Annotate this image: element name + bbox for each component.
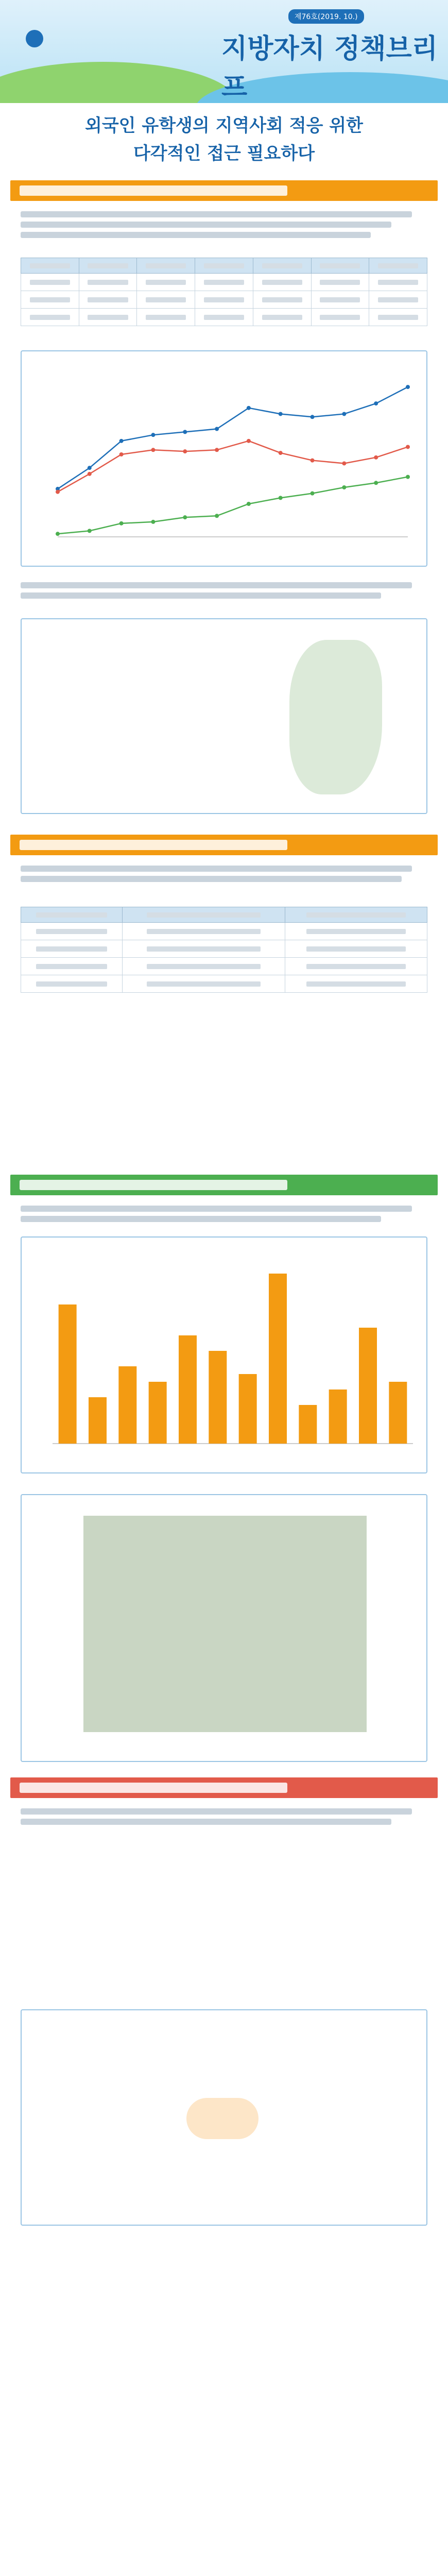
table-header-cell <box>79 258 137 274</box>
text-block <box>21 1216 381 1222</box>
section-header-2 <box>10 835 438 855</box>
bar <box>269 1274 287 1444</box>
data-point <box>88 466 92 470</box>
table-row <box>21 291 427 309</box>
statistics-table <box>21 258 427 326</box>
table-header-cell <box>123 907 285 923</box>
table-header-cell <box>21 258 79 274</box>
data-point <box>88 529 92 533</box>
text-block <box>21 876 402 882</box>
data-point <box>151 433 155 437</box>
korea-map <box>289 640 382 794</box>
table-header-row <box>21 907 427 923</box>
data-point <box>183 515 187 519</box>
data-point <box>406 445 410 449</box>
data-point <box>119 452 124 456</box>
table-header-cell <box>369 258 427 274</box>
data-point <box>183 430 187 434</box>
data-point <box>406 385 410 389</box>
data-point <box>183 449 187 453</box>
bar-chart <box>22 1238 426 1472</box>
data-point <box>151 448 155 452</box>
data-point <box>247 439 251 443</box>
table-row <box>21 958 427 975</box>
data-point <box>119 521 124 526</box>
header-hill-left <box>0 62 237 103</box>
table-header-cell <box>137 258 195 274</box>
data-point <box>247 406 251 410</box>
data-point <box>151 520 155 524</box>
text-block <box>21 222 391 228</box>
data-point <box>215 427 219 431</box>
data-point <box>406 475 410 479</box>
data-point <box>311 459 315 463</box>
data-point <box>279 451 283 455</box>
institute-logo-icon <box>26 30 43 47</box>
data-point <box>215 514 219 518</box>
text-block <box>21 1206 412 1212</box>
network-diagram <box>21 2009 427 2226</box>
data-point <box>215 448 219 452</box>
text-block <box>21 592 381 599</box>
bar <box>329 1389 347 1444</box>
photo-panel <box>21 1494 427 1762</box>
section-header-4 <box>10 1777 438 1798</box>
data-point <box>88 472 92 476</box>
issue-badge: 제76호(2019. 10.) <box>288 9 364 24</box>
bar <box>359 1328 377 1444</box>
data-point <box>374 401 378 405</box>
table-header-cell <box>285 907 427 923</box>
table-row <box>21 309 427 326</box>
text-block <box>21 1819 391 1825</box>
line-chart-box <box>21 350 427 567</box>
section-header-3 <box>10 1175 438 1195</box>
data-point <box>342 412 346 416</box>
bar <box>118 1366 136 1444</box>
table-header-row <box>21 258 427 274</box>
table-header-cell <box>311 258 369 274</box>
series-line <box>58 441 408 492</box>
bar <box>239 1374 257 1444</box>
data-point <box>311 492 315 496</box>
bar <box>389 1382 407 1444</box>
document-title-line2: 다각적인 접근 필요하다 <box>133 143 315 164</box>
text-block <box>21 582 412 588</box>
diagram-center-node <box>186 2098 259 2139</box>
text-block <box>21 1808 412 1815</box>
brief-title: 지방자치 정책브리프 <box>221 33 438 103</box>
program-table <box>21 907 427 993</box>
text-block <box>21 232 371 238</box>
data-point <box>342 485 346 489</box>
data-point <box>374 481 378 485</box>
data-point <box>342 461 346 465</box>
data-point <box>279 412 283 416</box>
table-header-cell <box>195 258 253 274</box>
header-banner <box>0 0 448 103</box>
series-line <box>58 477 408 534</box>
data-point <box>311 415 315 419</box>
table-row <box>21 923 427 940</box>
section-header-1 <box>10 180 438 201</box>
logo-wordmark <box>46 34 149 43</box>
table-row <box>21 975 427 993</box>
data-point <box>279 496 283 500</box>
table-header-cell <box>253 258 311 274</box>
series-line <box>58 387 408 489</box>
data-point <box>56 490 60 494</box>
bar <box>209 1351 227 1444</box>
data-point <box>247 502 251 506</box>
bar <box>149 1382 167 1444</box>
table-row <box>21 940 427 958</box>
bar <box>89 1397 107 1444</box>
event-photo <box>83 1516 367 1732</box>
table-row <box>21 274 427 291</box>
data-point <box>119 439 124 443</box>
text-block <box>21 211 412 217</box>
document-title-area <box>0 103 448 175</box>
bar <box>59 1304 77 1444</box>
line-chart <box>22 351 426 566</box>
document-title-line1: 외국인 유학생의 지역사회 적응 위한 <box>84 115 363 136</box>
map-panel <box>21 618 427 814</box>
bar <box>179 1335 197 1444</box>
data-point <box>56 532 60 536</box>
bar <box>299 1405 317 1444</box>
text-block <box>21 866 412 872</box>
bar-chart-box <box>21 1236 427 1473</box>
table-header-cell <box>21 907 123 923</box>
data-point <box>374 455 378 460</box>
